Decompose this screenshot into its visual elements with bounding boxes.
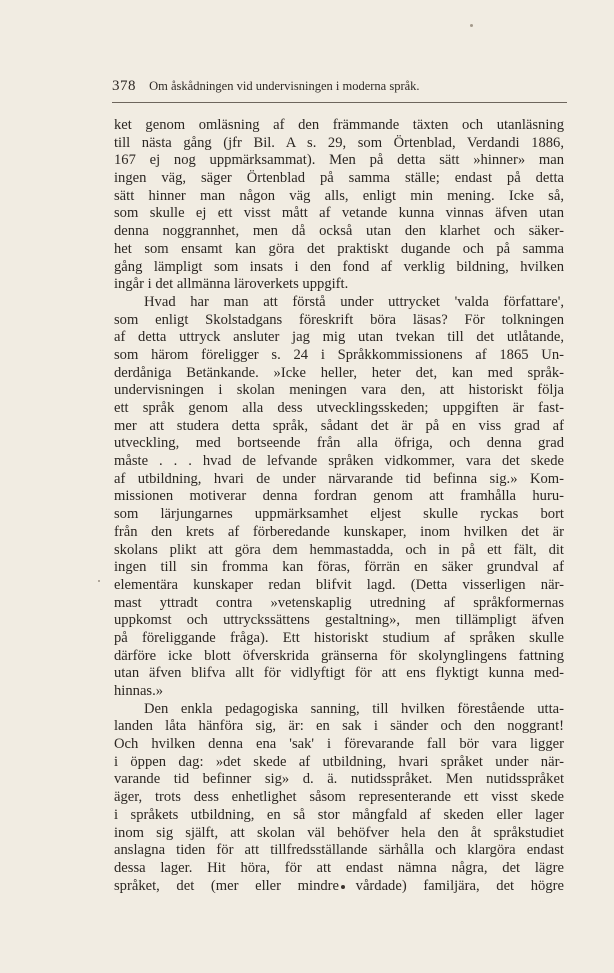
text-line: som lärjungarnes uppmärksamhet eljest skulle ryckas bort <box>114 506 564 523</box>
text-line: i språkets utbildning, en så stor mångfald af skeden eller lager <box>114 806 564 823</box>
text-line: ingen till sin fromma kan föras, förrän en säker grundval af <box>114 559 564 576</box>
paper-speck <box>470 24 473 27</box>
running-title: Om åskådningen vid undervisningen i moderna språk. <box>149 79 420 93</box>
text-line: dessa lager. Hit höra, för att endast nämna några, det lägre <box>114 859 564 876</box>
text-line: som enligt Skolstadgans föreskrift böra läsas? För tolkningen <box>114 311 564 328</box>
text-line: elementära kunskaper redan blifvit lagd. (Detta visserligen när- <box>114 576 564 593</box>
text-line: derdåniga Betänkande. »Icke heller, heter det, kan med språk- <box>114 364 564 381</box>
text-line: ett språk genom alla dess utvecklingsskeden; uppgiften är fast- <box>114 400 564 416</box>
text-line: landen låta hänföra sig, är: en sak i sänder och den noggrant! <box>114 718 564 735</box>
text-line: gång lämpligt som insats i den fond af verklig bildning, hvilken <box>114 258 564 275</box>
text-line: skolans plikt att göra dem hemmastadda, och in på ett fält, dit <box>114 541 564 558</box>
text-line: Den enkla pedagogiska sanning, till hvilken förestående utta- <box>144 700 564 717</box>
body-text <box>114 117 564 895</box>
text-line: anslagna tiden för att tillfredsställande särhålla och klargöra endast <box>114 842 564 859</box>
text-line: från den krets af förberedande kunskaper, inom hvilken det är <box>114 523 564 540</box>
text-line: Och hvilken denna ena 'sak' i förevarande fall bör vara ligger <box>114 736 564 753</box>
text-line: språket, det (mer eller mindre vårdade) familjära, det högre <box>114 877 564 894</box>
text-line: 167 ej nog uppmärksammat). Men på detta sätt »hinner» man <box>114 152 564 169</box>
text-line: på föreliggande fråga). Ett historiskt studium af språken skulle <box>114 629 564 646</box>
text-line: af utbildning, hvari de under närvarande tid befinna sig.» Kom- <box>114 470 564 487</box>
page-number: 378 <box>112 78 136 94</box>
text-line: därföre icke blott öfverskrida gränserna för skolynglingens fattning <box>114 647 564 664</box>
text-line: sätt hinner man någon väg alls, enligt min mening. Icke så, <box>114 187 564 204</box>
text-line: missionen motiverar denna fordran genom att framhålla huru- <box>114 488 564 505</box>
text-line: uppkomst och uttryckssättens gestaltning», men tillämpligt äfven <box>114 612 564 629</box>
text-line: inom sig själft, att skolan väl behöfver hela den åt språkstudiet <box>114 824 564 841</box>
text-line: utan äfven blifva allt för vidlyftigt för att ens flyktigt kunna med- <box>114 665 564 682</box>
text-line: het som ensamt kan göra det praktiskt dugande och på samma <box>114 240 564 257</box>
paper-speck <box>98 580 100 582</box>
text-line: Hvad har man att förstå under uttrycket 'valda författare', <box>144 293 564 310</box>
text-line: utveckling, med bortseende från alla öfriga, och denna grad <box>114 435 564 452</box>
text-line: måste . . . hvad de lefvande språken vidkommer, vara det skede <box>114 453 564 470</box>
text-line: hinnas.» <box>114 683 164 699</box>
text-line: undervisningen i skolan meningen vara den, att historiskt följa <box>114 382 564 399</box>
text-line: denna noggrannhet, men då också utan den klarhet och säker- <box>114 223 564 240</box>
text-line: ingår i det allmänna läroverkets uppgift. <box>114 276 349 293</box>
text-line: i öppen dag: »det skede af utbildning, hvari språket under när- <box>114 753 564 770</box>
text-line: varande tid befinner sig» d. ä. nutidsspråket. Men nutidsspråket <box>114 771 564 788</box>
text-line: som skulle ej ett visst mått af vetande kunna vinnas äfven utan <box>114 205 564 222</box>
text-line: äger, trots dess enhetlighet såsom representerande ett visst skede <box>114 789 564 806</box>
text-line: af detta uttryck ansluter jag mig utan tvekan till det utlåtande, <box>114 329 564 346</box>
running-header <box>112 78 564 95</box>
text-line: till nästa gång (jfr Bil. A s. 29, som Örtenblad, Verdandi 1886, <box>114 134 564 151</box>
text-line: som härom föreligger s. 24 i Språkkommissionens af 1865 Un- <box>114 346 564 363</box>
text-line: mer att studera detta språk, sådant det är på en viss grad af <box>114 417 564 434</box>
text-line: ket genom omläsning af den främmande täxten och utanläsning <box>114 117 564 133</box>
text-line: mast yttradt contra »vetenskaplig utredning af språkformernas <box>114 594 564 611</box>
text-line: ingen väg, säger Örtenblad på samma ställe; endast på detta <box>114 170 564 187</box>
header-rule <box>112 102 567 103</box>
